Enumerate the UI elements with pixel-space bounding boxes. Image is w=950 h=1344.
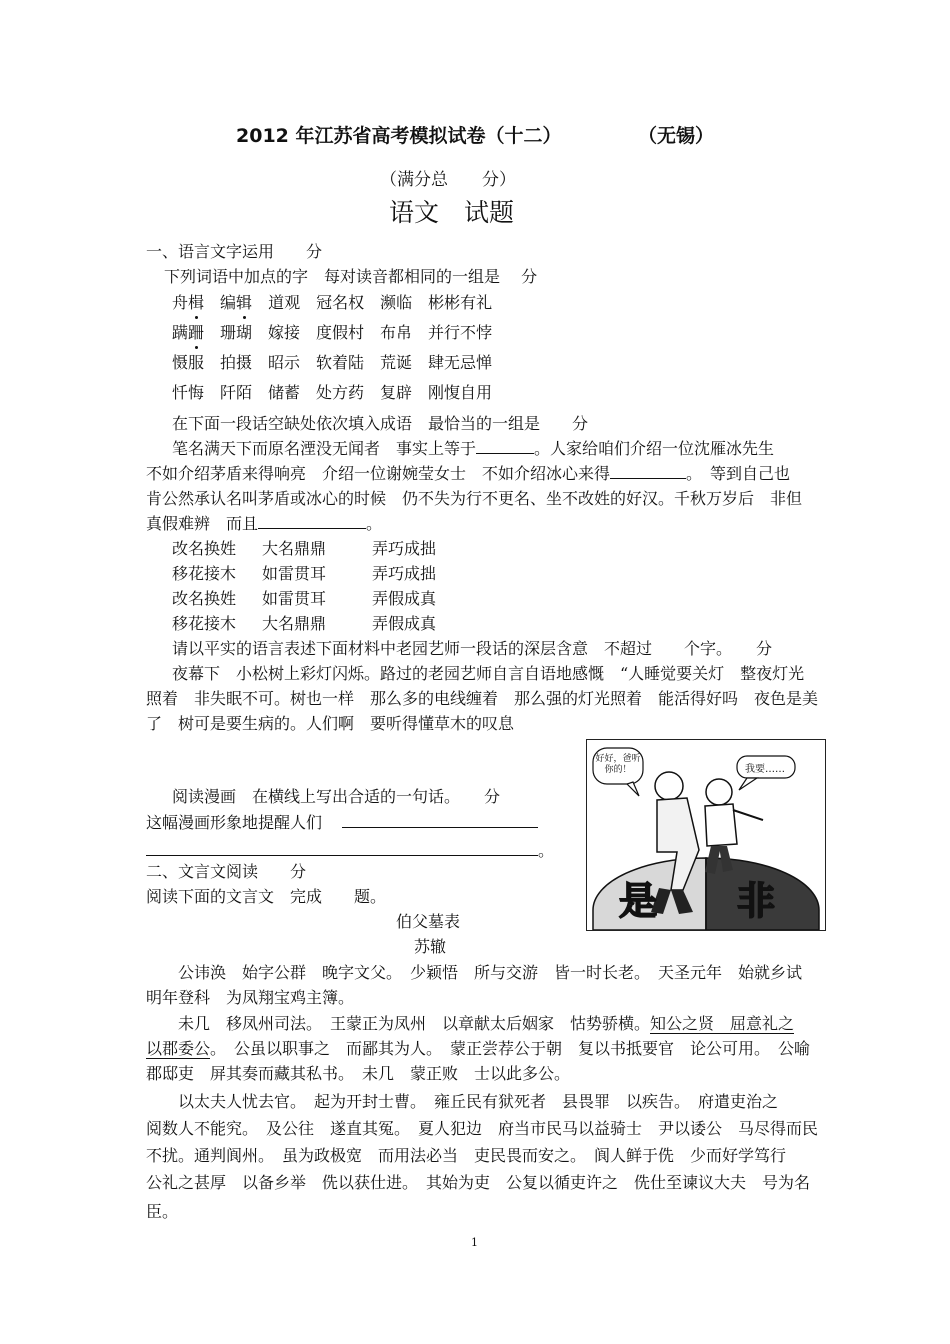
q4-prompt: 这幅漫画形象地提醒人们 [146,812,538,834]
para2-line-2: 以郡委公。 公虽以职事之 而鄙其为人。 蒙正尝荐公于朝 复以书抵要官 论公可用。 公喻 [146,1039,811,1058]
q2-passage-line-1: 笔名满天下而原名湮没无闻者 事实上等于 。人家给咱们介绍一位沈雁冰先生 [172,439,775,458]
cartoon-image [586,739,826,931]
para3-line-2: 阅数人不能究。 及公往 遂直其冤。 夏人犯边 府当市民马以益骑士 尹以诿公 马尽得而民 [146,1119,819,1138]
q1-row-4: 忏悔 阡陌 储蓄 处方药 复辟 刚愎自用 [172,383,493,402]
section2-heading: 二、文言文阅读 分 [146,862,307,881]
score-note: （满分总 分） [380,170,516,190]
cartoon-label-fei: 非 [737,879,776,923]
q2-passage-line-4: 真假难辨 而且 。 [146,514,383,533]
underlined-phrase: 知公之贤 屈意礼之 [650,1014,795,1033]
text-author: 苏辙 [414,937,447,956]
cartoon-bubble-left: 好好，爸听你的！ [595,754,641,775]
para2-line-3: 郡邸吏 屏其奏而藏其私书。 未几 蒙正败 士以此多公。 [146,1064,571,1083]
q3-passage-line-2: 照着 非失眠不可。树也一样 那么多的电线缠着 那么强的灯光照着 能活得好吗 夜色是美 [146,689,819,708]
q3-stem: 请以平实的语言表述下面材料中老园艺师一段话的深层含意 不超过 个字。 分 [172,639,773,658]
q1-row-1: 舟楫 编辑 道观 冠名权 濒临 彬彬有礼 [172,293,493,312]
para3-line-1: 以太夫人忧去官。 起为开封士曹。 雍丘民有狱死者 县畏罪 以疾告。 府遣吏治之 [178,1092,779,1111]
q4-answer-line-2[interactable] [146,841,538,856]
para3-line-5: 臣。 [146,1202,179,1221]
section2-intro: 阅读下面的文言文 完成 题。 [146,887,387,906]
para3-line-3: 不扰。通判阆州。 虽为政极宽 而用法必当 吏民畏而安之。 阆人鲜于侁 少而好学笃行 [146,1146,787,1165]
underlined-phrase-end: 以郡委公 [146,1039,211,1058]
exam-title: 2012 年江苏省高考模拟试卷（十二） [236,125,562,147]
q1-row-3: 慑服 拍摄 昭示 软着陆 荒诞 肆无忌惮 [172,353,493,372]
q4-answer-row: 。 [146,840,554,862]
q2-stem: 在下面一段话空缺处依次填入成语 最恰当的一组是 分 [172,414,589,433]
q2-option-a: 改名换姓 大名鼎鼎 弄巧成拙 [172,539,437,558]
q1-row-2: 蹒跚 珊瑚 嫁接 度假村 布帛 并行不悖 [172,323,493,342]
exam-school: （无锡） [638,125,715,147]
text-title: 伯父墓表 [396,912,461,931]
q2-blank-1[interactable] [476,439,534,454]
section1-heading: 一、语言文字运用 分 [146,242,323,261]
cartoon-label-shi: 是 [619,879,658,923]
q2-passage-line-2: 不如介绍茅盾来得响亮 介绍一位谢婉莹女士 不如介绍冰心来得 。 等到自己也 [146,464,791,483]
q2-option-d: 移花接木 大名鼎鼎 弄假成真 [172,614,437,633]
q2-blank-3[interactable] [258,514,366,529]
subject-title: 语文 试题 [389,198,515,227]
q3-passage-line-1: 夜幕下 小松树上彩灯闪烁。路过的老园艺师自言自语地感慨 “人睡觉要关灯 整夜灯光 [172,664,805,683]
para1-line-2: 明年登科 为凤翔宝鸡主簿。 [146,988,355,1007]
q2-option-b: 移花接木 如雷贯耳 弄巧成拙 [172,564,437,583]
q3-passage-line-3: 了 树可是要生病的。人们啊 要听得懂草木的叹息 [146,714,515,733]
page-number: 1 [471,1236,478,1249]
q4-stem: 阅读漫画 在横线上写出合适的一句话。 分 [172,787,501,806]
q1-stem: 下列词语中加点的字 每对读音都相同的一组是 分 [164,267,538,286]
q4-answer-line-1[interactable] [342,813,538,828]
cartoon-bubble-right: 我要…… [745,764,785,775]
para3-line-4: 公礼之甚厚 以备乡举 侁以获仕进。 其始为吏 公复以循吏许之 侁仕至谏议大夫 号为名 [146,1173,811,1192]
para1-line-1: 公讳涣 始字公群 晚字文父。 少颖悟 所与交游 皆一时长老。 天圣元年 始就乡试 [178,963,803,982]
q2-blank-2[interactable] [610,464,686,479]
q2-passage-line-3: 肯公然承认名叫茅盾或冰心的时候 仍不失为行不更名、坐不改姓的好汉。千秋万岁后 非但 [146,489,803,508]
para2-line-1: 未几 移凤州司法。 王蒙正为凤州 以章献太后姻家 怙势骄横。知公之贤 屈意礼之 [178,1014,795,1033]
q2-option-c: 改名换姓 如雷贯耳 弄假成真 [172,589,437,608]
